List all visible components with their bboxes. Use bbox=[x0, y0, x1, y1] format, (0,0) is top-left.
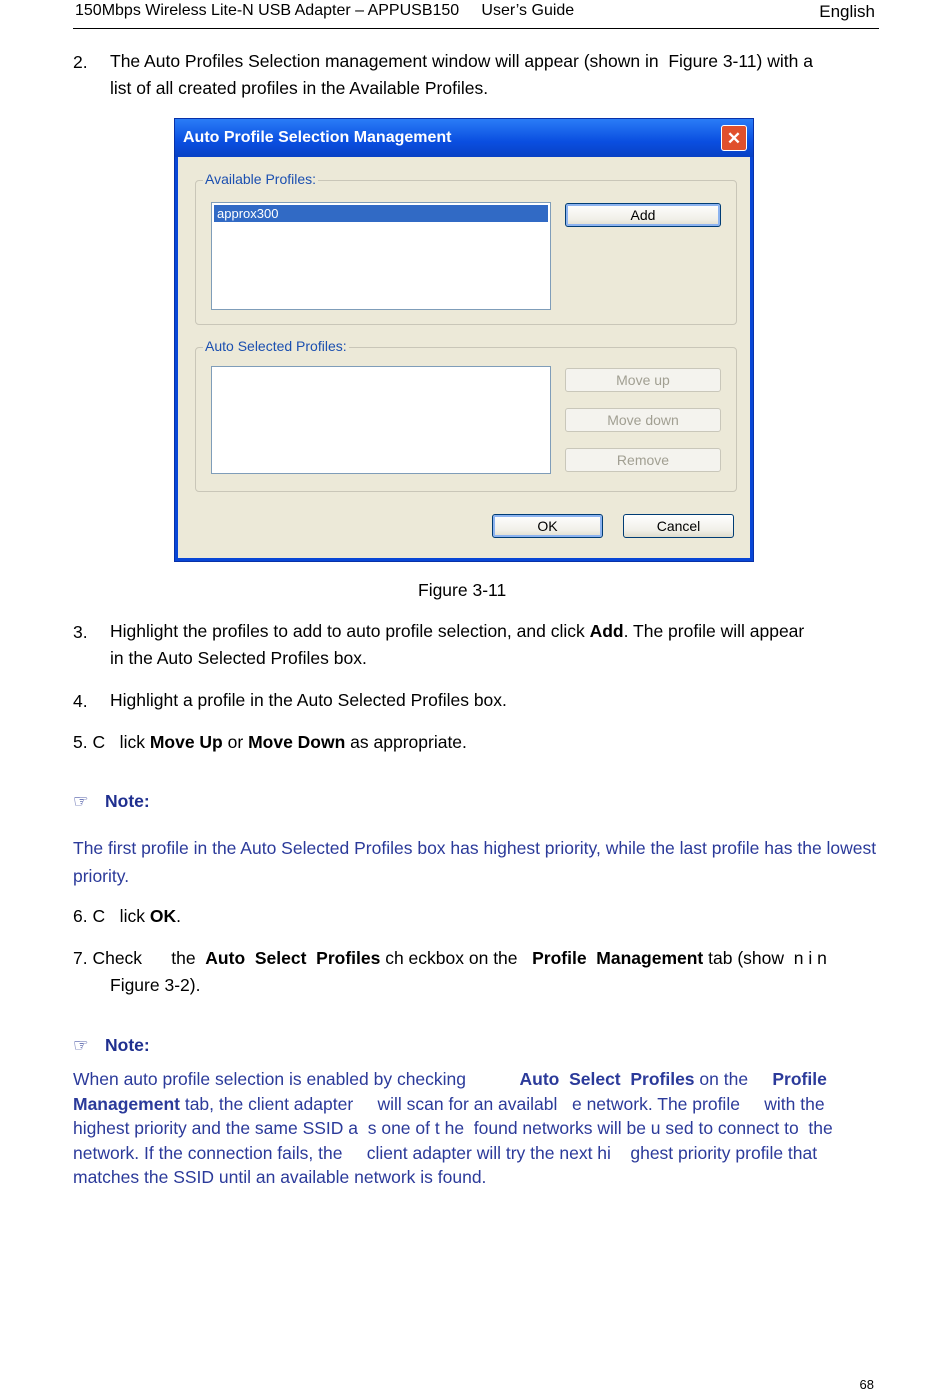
header-language: English bbox=[819, 2, 875, 21]
step-2-line1: The Auto Profiles Selection management window will appear (shown in Figure 3-11) with a bbox=[110, 51, 813, 71]
step-3-post: . The profile will appear bbox=[623, 621, 805, 641]
step-5 bbox=[73, 729, 467, 756]
header-title: 150Mbps Wireless Lite-N USB Adapter – APPUSB150 User’s Guide bbox=[75, 2, 575, 19]
note-2-l1b: Auto Select Profiles bbox=[519, 1069, 695, 1089]
available-profiles-list[interactable] bbox=[211, 202, 551, 310]
note-2-label: Note: bbox=[105, 1035, 150, 1055]
step-6 bbox=[73, 903, 181, 930]
pointing-hand-icon: ☞ bbox=[73, 1035, 89, 1055]
step-7-line1 bbox=[73, 945, 827, 972]
note-2-text bbox=[73, 1067, 878, 1190]
auto-selected-profiles-list[interactable] bbox=[211, 366, 551, 474]
move-up-button[interactable]: Move up bbox=[565, 368, 721, 392]
step-7-line2: Figure 3-2). bbox=[110, 975, 201, 995]
move-down-button[interactable]: Move down bbox=[565, 408, 721, 432]
step-7-text: 7. Check the bbox=[73, 948, 206, 968]
step-5-mid: or bbox=[222, 732, 249, 752]
step-5-bold-2: Move Down bbox=[248, 732, 346, 752]
list-item[interactable]: approx300 bbox=[214, 205, 548, 222]
step-7-bold-2: Profile Management bbox=[532, 948, 704, 968]
step-5-bold-1: Move Up bbox=[149, 732, 223, 752]
step-2-line2: list of all created profiles in the Available Profiles. bbox=[110, 78, 489, 98]
note-1-text: The first profile in the Auto Selected Profiles box has highest priority, while the last profile has the lowest priority. bbox=[73, 838, 877, 886]
auto-profile-dialog bbox=[174, 118, 754, 562]
figure-caption: Figure 3-11 bbox=[418, 580, 507, 600]
step-3-line1 bbox=[110, 618, 804, 645]
step-6-text: 6. C lick bbox=[73, 906, 150, 926]
page-number: 68 bbox=[859, 1377, 874, 1392]
dialog-title: Auto Profile Selection Management bbox=[183, 129, 452, 146]
step-2-number: 2. bbox=[73, 52, 88, 72]
step-6-post: . bbox=[176, 906, 181, 926]
add-button[interactable]: Add bbox=[565, 203, 721, 227]
note-1-heading bbox=[73, 791, 150, 812]
step-7-bold-1: Auto Select Profiles bbox=[205, 948, 381, 968]
note-2-l2a: Management bbox=[73, 1093, 180, 1114]
dialog-body bbox=[178, 157, 750, 558]
dialog-titlebar bbox=[175, 119, 753, 157]
page-header bbox=[73, 2, 879, 29]
note-1-label: Note: bbox=[105, 791, 150, 811]
pointing-hand-icon: ☞ bbox=[73, 791, 89, 811]
step-7-mid: ch eckbox on the bbox=[380, 948, 533, 968]
step-3-bold: Add bbox=[589, 621, 624, 641]
step-5-text: 5. C lick bbox=[73, 732, 150, 752]
note-2-l4: network. If the connection fails, the client adapter will try the next hi ghest priority profile that bbox=[73, 1142, 818, 1163]
note-2-l1d: Profile bbox=[772, 1069, 827, 1089]
cancel-button[interactable]: Cancel bbox=[623, 514, 734, 538]
step-6-bold: OK bbox=[149, 906, 177, 926]
note-2-l3: highest priority and the same SSID a s one of t he found networks will be u sed to connect to the bbox=[73, 1118, 833, 1138]
step-7-post: tab (show n i n bbox=[703, 948, 827, 968]
note-2-l1c: on the bbox=[694, 1069, 773, 1089]
ok-button[interactable]: OK bbox=[492, 514, 603, 538]
note-2-heading bbox=[73, 1035, 150, 1056]
step-3-text: Highlight the profiles to add to auto profile selection, and click bbox=[110, 621, 590, 641]
note-2-l2b: tab, the client adapter will scan for an availabl e network. The profile with the bbox=[179, 1093, 825, 1114]
available-profiles-label: Available Profiles: bbox=[205, 171, 317, 187]
step-3-number: 3. bbox=[73, 622, 88, 642]
auto-selected-profiles-label: Auto Selected Profiles: bbox=[205, 338, 347, 354]
remove-button[interactable]: Remove bbox=[565, 448, 721, 472]
step-4-number: 4. bbox=[73, 691, 88, 711]
note-2-l1a: When auto profile selection is enabled by checking bbox=[73, 1069, 520, 1089]
step-3-line2: in the Auto Selected Profiles box. bbox=[110, 648, 367, 668]
step-4-text: Highlight a profile in the Auto Selected Profiles box. bbox=[110, 690, 507, 710]
step-5-post: as appropriate. bbox=[345, 732, 467, 752]
note-2-l5: matches the SSID until an available network is found. bbox=[73, 1167, 487, 1187]
close-icon[interactable]: ✕ bbox=[721, 125, 747, 151]
